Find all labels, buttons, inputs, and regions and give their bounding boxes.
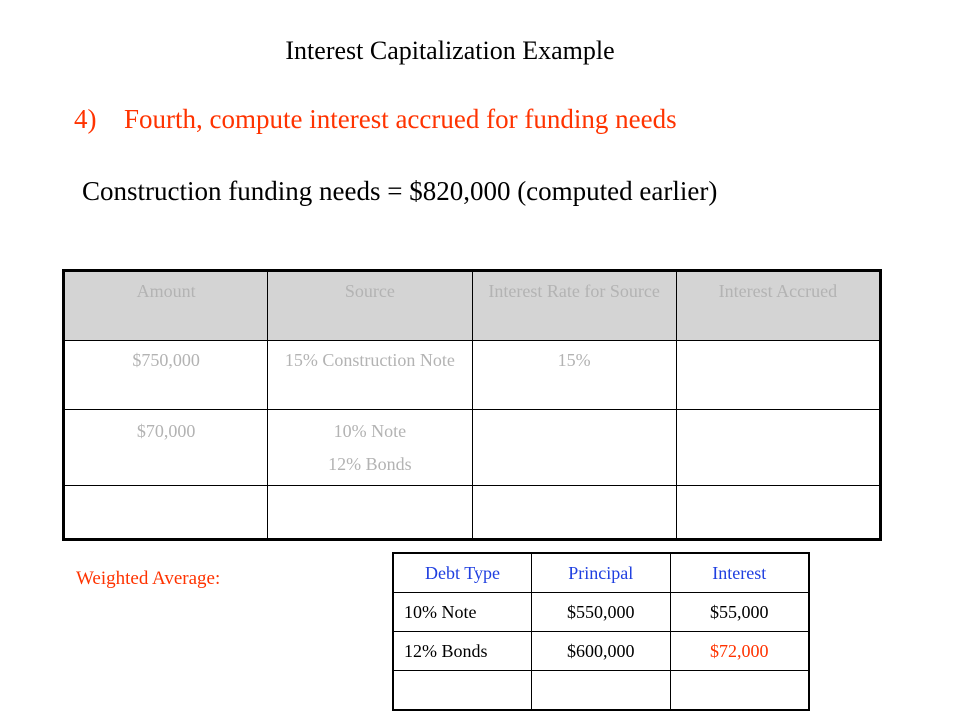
cell-interest: $72,000 [670, 632, 809, 671]
interest-accrued-table [62, 269, 882, 541]
source-line: 10% Note [333, 421, 407, 441]
cell-interest: $55,000 [670, 593, 809, 632]
header-interest-rate: Interest Rate for Source [472, 271, 676, 341]
cell-debt-type: 10% Note [393, 593, 532, 632]
header-interest: Interest [670, 553, 809, 593]
cell-interest [670, 671, 809, 711]
cell-amount [64, 485, 268, 539]
header-principal: Principal [532, 553, 671, 593]
funding-needs-text: Construction funding needs = $820,000 (computed earlier) [82, 176, 718, 206]
cell-debt-type: 12% Bonds [393, 632, 532, 671]
cell-principal: $600,000 [532, 632, 671, 671]
table-row [64, 341, 881, 410]
table-row [393, 671, 809, 711]
slide-title: Interest Capitalization Example [285, 36, 615, 65]
table-row [393, 632, 809, 671]
table-row [393, 593, 809, 632]
cell-rate [472, 485, 676, 539]
table-row [64, 485, 881, 539]
header-amount: Amount [64, 271, 268, 341]
header-debt-type: Debt Type [393, 553, 532, 593]
cell-source: 15% Construction Note [268, 341, 472, 410]
header-source: Source [268, 271, 472, 341]
cell-principal: $550,000 [532, 593, 671, 632]
cell-rate [472, 410, 676, 486]
step-number: 4) [74, 104, 97, 134]
step-heading [74, 104, 677, 135]
cell-source [268, 485, 472, 539]
debt-table [392, 552, 810, 711]
weighted-average-label: Weighted Average: [76, 568, 221, 589]
cell-amount: $70,000 [64, 410, 268, 486]
table-row [64, 410, 881, 486]
cell-source [268, 410, 472, 486]
cell-debt-type [393, 671, 532, 711]
cell-accrued [676, 485, 880, 539]
cell-principal [532, 671, 671, 711]
cell-rate: 15% [472, 341, 676, 410]
cell-accrued [676, 410, 880, 486]
debt-header-row [393, 553, 809, 593]
header-interest-accrued: Interest Accrued [676, 271, 880, 341]
source-line: 12% Bonds [328, 454, 412, 475]
cell-amount: $750,000 [64, 341, 268, 410]
cell-accrued [676, 341, 880, 410]
table-header-row [64, 271, 881, 341]
step-text: Fourth, compute interest accrued for funding needs [124, 104, 677, 134]
